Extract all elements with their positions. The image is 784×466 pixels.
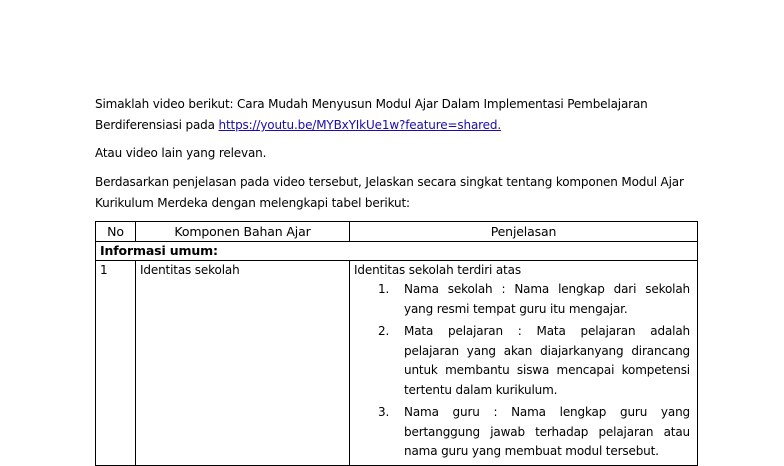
intro-line-2 bbox=[95, 115, 695, 136]
video-link[interactable]: https://youtu.be/MYBxYIkUe1w?feature=shared. bbox=[218, 118, 502, 132]
table-header-row bbox=[96, 222, 698, 242]
instruction-paragraph bbox=[95, 172, 695, 214]
intro-paragraph bbox=[95, 94, 695, 136]
list-item-text: Nama sekolah : Nama lengkap dari sekolah yang resmi tempat guru itu mengajar. bbox=[404, 282, 690, 316]
section-row bbox=[96, 242, 698, 261]
list-item-text: Nama guru : Nama lengkap guru yang bertanggung jawab terhadap pelajaran atau nama guru yang membuat modul tersebut. bbox=[404, 405, 690, 458]
components-table bbox=[95, 221, 698, 466]
list-item-number: 1. bbox=[378, 282, 390, 296]
header-component: Komponen Bahan Ajar bbox=[136, 222, 350, 242]
row-component: Identitas sekolah bbox=[136, 261, 350, 466]
list-item-number: 2. bbox=[378, 324, 390, 338]
intro-line-2-text: Berdiferensiasi pada bbox=[95, 118, 219, 132]
list-item bbox=[378, 403, 693, 462]
instruction-line-2: Kurikulum Merdeka dengan melengkapi tabel berikut: bbox=[95, 196, 410, 210]
section-label: Informasi umum: bbox=[96, 242, 698, 261]
intro-line-1: Simaklah video berikut: Cara Mudah Menyusun Modul Ajar Dalam Implementasi Pembelajaran bbox=[95, 97, 648, 111]
list-item-number: 3. bbox=[378, 405, 390, 419]
explanation-intro: Identitas sekolah terdiri atas bbox=[354, 263, 521, 277]
header-explanation: Penjelasan bbox=[350, 222, 698, 242]
list-item bbox=[378, 280, 693, 319]
list-item bbox=[378, 322, 693, 400]
row-number: 1 bbox=[96, 261, 136, 466]
row-explanation bbox=[350, 261, 698, 466]
alt-video-paragraph: Atau video lain yang relevan. bbox=[95, 146, 267, 160]
instruction-line-1: Berdasarkan penjelasan pada video tersebut, Jelaskan secara singkat tentang komponen Modul Ajar bbox=[95, 175, 684, 189]
explanation-list bbox=[354, 280, 693, 462]
list-item-text: Mata pelajaran : Mata pelajaran adalah pelajaran yang akan diajarkanyang dirancang untuk membantu siswa mencapai kompetensi tertentu dalam kurikulum. bbox=[404, 324, 690, 397]
header-no: No bbox=[96, 222, 136, 242]
table-row bbox=[96, 261, 698, 466]
